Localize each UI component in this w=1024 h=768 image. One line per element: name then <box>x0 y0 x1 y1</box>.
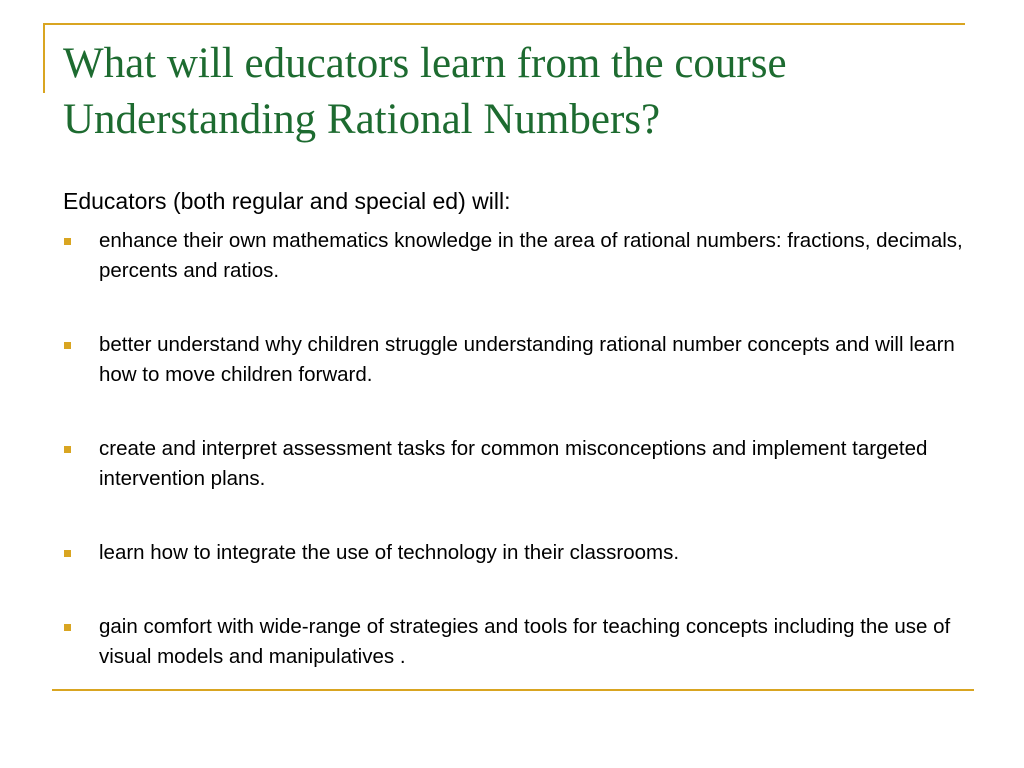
bullet-item <box>63 612 963 672</box>
square-bullet-icon <box>64 238 71 245</box>
slide-title <box>63 36 983 148</box>
bullet-item <box>63 226 963 286</box>
title-line-2: Understanding Rational Numbers? <box>63 96 661 143</box>
bullet-text: enhance their own mathematics knowledge in the area of rational numbers: fractions, decimals, percents and ratios. <box>99 229 963 282</box>
intro-text: Educators (both regular and special ed) will: <box>63 188 511 214</box>
bottom-accent-rule <box>52 689 974 691</box>
bullet-text: gain comfort with wide-range of strategies and tools for teaching concepts including the use of visual models and manipulatives . <box>99 615 951 668</box>
square-bullet-icon <box>64 342 71 349</box>
square-bullet-icon <box>64 446 71 453</box>
left-accent-rule <box>43 23 45 93</box>
square-bullet-icon <box>64 624 71 631</box>
bullet-item <box>63 330 963 390</box>
bullet-list <box>63 226 963 716</box>
top-accent-rule <box>43 23 965 25</box>
title-line-1: What will educators learn from the course <box>63 40 787 87</box>
bullet-item <box>63 434 963 494</box>
bullet-text: learn how to integrate the use of technology in their classrooms. <box>99 541 680 564</box>
bullet-item <box>63 538 963 568</box>
square-bullet-icon <box>64 550 71 557</box>
bullet-text: create and interpret assessment tasks for common misconceptions and implement targeted intervention plans. <box>99 437 928 490</box>
bullet-text: better understand why children struggle understanding rational number concepts and will learn how to move children forward. <box>99 333 955 386</box>
